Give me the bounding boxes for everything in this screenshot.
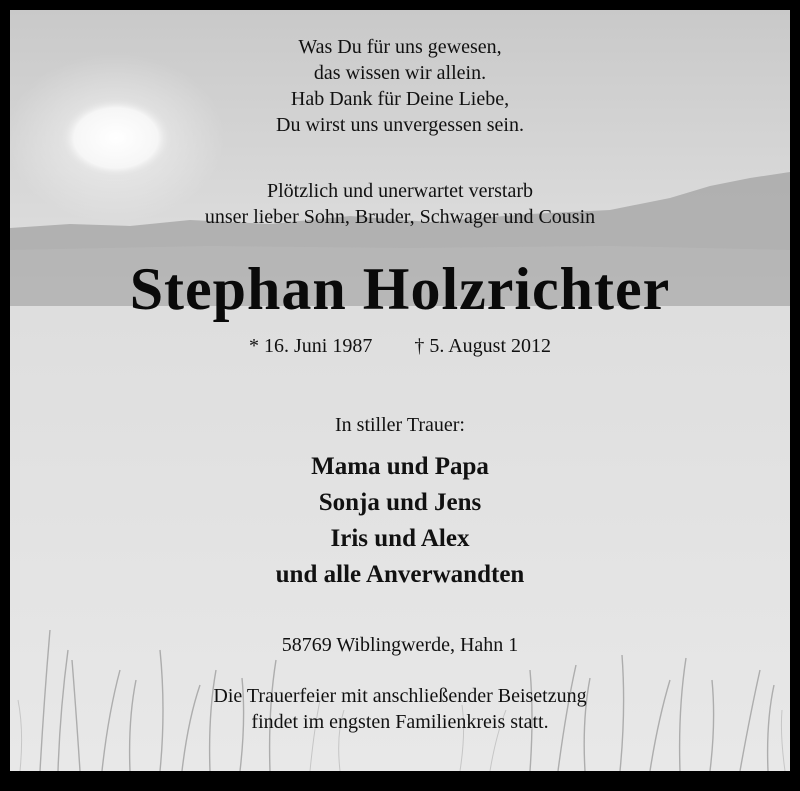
life-dates [10,333,790,359]
announcement-line: Plötzlich und unerwartet verstarb [266,180,534,202]
birth-date: * 16. Juni 1987 [248,335,373,357]
poem-line: Was Du für uns gewesen, [298,36,502,58]
mourner-line: Iris und Alex [330,525,470,552]
deceased-name: Stephan Holzrichter [129,256,671,322]
closing-line: findet im engsten Familienkreis statt. [251,711,549,733]
mourner-line: Mama und Papa [311,453,489,480]
mourning-label: In stiller Trauer: [335,414,465,436]
announcement-line: unser lieber Sohn, Bruder, Schwager und Cousin [204,206,596,228]
death-date: † 5. August 2012 [414,335,552,357]
closing-line: Die Trauerfeier mit anschließender Beisetzung [213,685,587,707]
obituary-notice [10,10,790,771]
address: 58769 Wiblingwerde, Hahn 1 [281,634,519,656]
poem-line: das wissen wir allein. [313,62,487,84]
mourner-line: und alle Anverwandten [275,561,525,588]
poem-line: Hab Dank für Deine Liebe, [290,88,510,110]
poem-line: Du wirst uns unvergessen sein. [276,114,524,136]
mourner-line: Sonja und Jens [318,489,482,516]
